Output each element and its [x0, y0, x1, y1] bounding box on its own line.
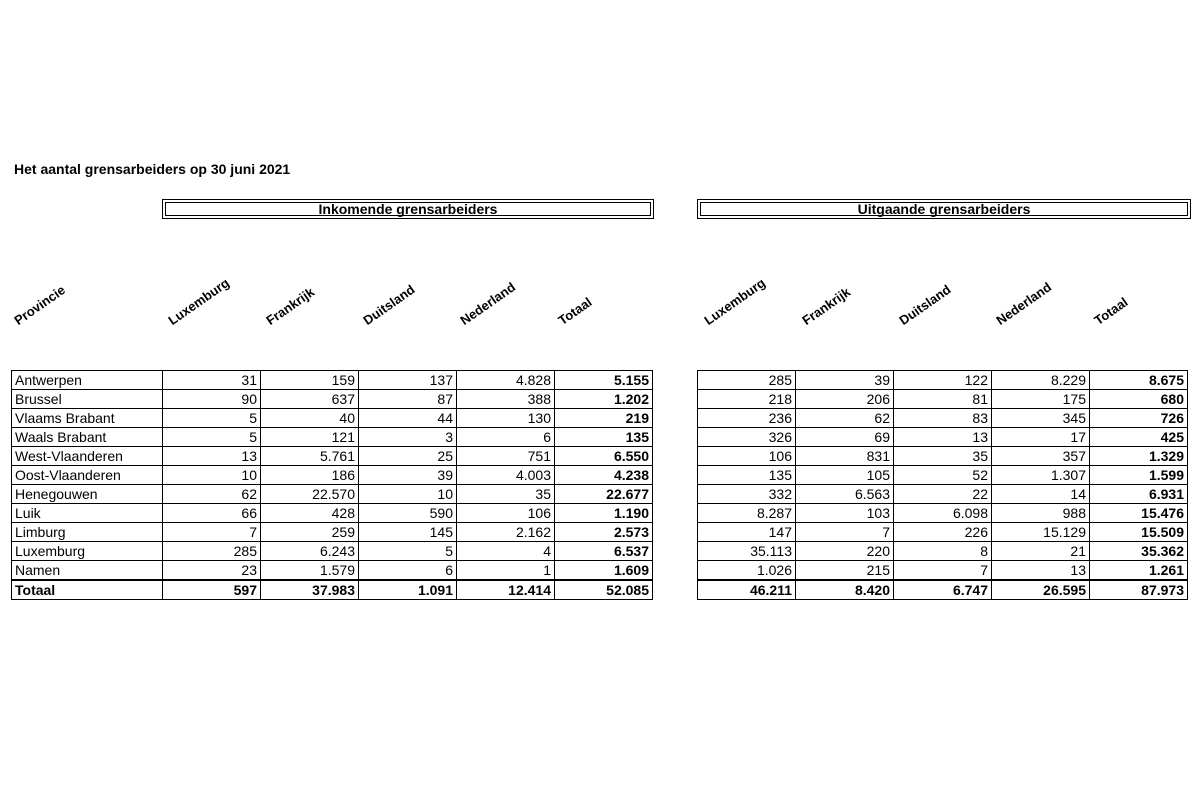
value-cell: 1.307: [992, 466, 1090, 485]
total-cell: 680: [1090, 390, 1188, 409]
value-cell: 332: [698, 485, 796, 504]
province-cell: Namen: [12, 561, 163, 581]
value-cell: 130: [457, 409, 555, 428]
outgoing-section-header: [697, 199, 1191, 219]
value-cell: 345: [992, 409, 1090, 428]
province-cell: Waals Brabant: [12, 428, 163, 447]
province-cell: Vlaams Brabant: [12, 409, 163, 428]
value-cell: 83: [894, 409, 992, 428]
province-cell: Antwerpen: [12, 371, 163, 390]
table-row: [698, 561, 1188, 581]
value-cell: 8.287: [698, 504, 796, 523]
value-cell: 14: [992, 485, 1090, 504]
header-in-luxemburg: Luxemburg: [165, 275, 232, 328]
value-cell: 10: [359, 485, 457, 504]
value-cell: 135: [698, 466, 796, 485]
value-cell: 5: [359, 542, 457, 561]
value-cell: 103: [796, 504, 894, 523]
table-row: [698, 504, 1188, 523]
value-cell: 39: [796, 371, 894, 390]
total-cell: 35.362: [1090, 542, 1188, 561]
value-cell: 40: [261, 409, 359, 428]
value-cell: 1.026: [698, 561, 796, 581]
total-cell: 1.261: [1090, 561, 1188, 581]
value-cell: 7: [163, 523, 261, 542]
value-cell: 1: [457, 561, 555, 581]
value-cell: 13: [163, 447, 261, 466]
total-cell: 6.747: [894, 580, 992, 600]
incoming-section-header: [162, 199, 654, 219]
value-cell: 35: [457, 485, 555, 504]
total-row: [12, 580, 653, 600]
value-cell: 226: [894, 523, 992, 542]
total-cell: 219: [555, 409, 653, 428]
value-cell: 7: [894, 561, 992, 581]
value-cell: 218: [698, 390, 796, 409]
value-cell: 35.113: [698, 542, 796, 561]
table-row: [12, 409, 653, 428]
header-out-totaal: Totaal: [1091, 294, 1131, 328]
table-row: [12, 447, 653, 466]
province-cell: West-Vlaanderen: [12, 447, 163, 466]
table-row: [12, 371, 653, 390]
header-in-frankrijk: Frankrijk: [263, 284, 317, 328]
value-cell: 159: [261, 371, 359, 390]
table-row: [698, 542, 1188, 561]
value-cell: 1.579: [261, 561, 359, 581]
total-label-cell: Totaal: [12, 580, 163, 600]
total-cell: 1.609: [555, 561, 653, 581]
value-cell: 52: [894, 466, 992, 485]
value-cell: 31: [163, 371, 261, 390]
header-province: Provincie: [11, 282, 68, 328]
total-row: [698, 580, 1188, 600]
total-cell: 6.537: [555, 542, 653, 561]
page-title: Het aantal grensarbeiders op 30 juni 2021: [14, 161, 291, 177]
province-cell: Oost-Vlaanderen: [12, 466, 163, 485]
total-cell: 425: [1090, 428, 1188, 447]
value-cell: 2.162: [457, 523, 555, 542]
value-cell: 66: [163, 504, 261, 523]
province-cell: Henegouwen: [12, 485, 163, 504]
value-cell: 13: [894, 428, 992, 447]
value-cell: 5.761: [261, 447, 359, 466]
total-cell: 726: [1090, 409, 1188, 428]
value-cell: 428: [261, 504, 359, 523]
value-cell: 22.570: [261, 485, 359, 504]
value-cell: 6.563: [796, 485, 894, 504]
value-cell: 988: [992, 504, 1090, 523]
value-cell: 4.828: [457, 371, 555, 390]
table-row: [12, 466, 653, 485]
value-cell: 6.243: [261, 542, 359, 561]
value-cell: 3: [359, 428, 457, 447]
value-cell: 7: [796, 523, 894, 542]
total-cell: 4.238: [555, 466, 653, 485]
table-row: [12, 428, 653, 447]
table-row: [12, 561, 653, 581]
value-cell: 220: [796, 542, 894, 561]
value-cell: 751: [457, 447, 555, 466]
value-cell: 6: [457, 428, 555, 447]
total-cell: 8.675: [1090, 371, 1188, 390]
value-cell: 6: [359, 561, 457, 581]
value-cell: 637: [261, 390, 359, 409]
value-cell: 106: [457, 504, 555, 523]
table-row: [698, 466, 1188, 485]
province-cell: Luxemburg: [12, 542, 163, 561]
value-cell: 10: [163, 466, 261, 485]
total-cell: 26.595: [992, 580, 1090, 600]
value-cell: 259: [261, 523, 359, 542]
value-cell: 6.098: [894, 504, 992, 523]
table-row: [698, 371, 1188, 390]
value-cell: 23: [163, 561, 261, 581]
province-cell: Luik: [12, 504, 163, 523]
value-cell: 137: [359, 371, 457, 390]
value-cell: 8: [894, 542, 992, 561]
total-cell: 1.599: [1090, 466, 1188, 485]
value-cell: 4: [457, 542, 555, 561]
value-cell: 21: [992, 542, 1090, 561]
total-cell: 2.573: [555, 523, 653, 542]
table-row: [698, 428, 1188, 447]
value-cell: 22: [894, 485, 992, 504]
value-cell: 5: [163, 428, 261, 447]
value-cell: 831: [796, 447, 894, 466]
value-cell: 388: [457, 390, 555, 409]
value-cell: 285: [163, 542, 261, 561]
header-out-duitsland: Duitsland: [896, 281, 954, 328]
value-cell: 8.229: [992, 371, 1090, 390]
value-cell: 206: [796, 390, 894, 409]
value-cell: 122: [894, 371, 992, 390]
total-cell: 1.091: [359, 580, 457, 600]
table-row: [698, 390, 1188, 409]
value-cell: 4.003: [457, 466, 555, 485]
total-cell: 22.677: [555, 485, 653, 504]
total-cell: 1.329: [1090, 447, 1188, 466]
incoming-table: [11, 370, 653, 600]
value-cell: 25: [359, 447, 457, 466]
value-cell: 106: [698, 447, 796, 466]
header-in-duitsland: Duitsland: [360, 281, 418, 328]
total-cell: 52.085: [555, 580, 653, 600]
incoming-section-label: Inkomende grensarbeiders: [165, 202, 651, 216]
value-cell: 90: [163, 390, 261, 409]
value-cell: 44: [359, 409, 457, 428]
value-cell: 590: [359, 504, 457, 523]
total-cell: 6.550: [555, 447, 653, 466]
total-cell: 15.509: [1090, 523, 1188, 542]
outgoing-section-label: Uitgaande grensarbeiders: [700, 202, 1188, 216]
header-in-totaal: Totaal: [555, 294, 595, 328]
table-row: [698, 485, 1188, 504]
outgoing-table: [697, 370, 1188, 600]
table-row: [698, 447, 1188, 466]
value-cell: 285: [698, 371, 796, 390]
value-cell: 81: [894, 390, 992, 409]
total-cell: 15.476: [1090, 504, 1188, 523]
table-row: [12, 523, 653, 542]
value-cell: 35: [894, 447, 992, 466]
table-row: [12, 504, 653, 523]
total-cell: 5.155: [555, 371, 653, 390]
value-cell: 17: [992, 428, 1090, 447]
value-cell: 186: [261, 466, 359, 485]
total-cell: 46.211: [698, 580, 796, 600]
value-cell: 236: [698, 409, 796, 428]
total-cell: 6.931: [1090, 485, 1188, 504]
value-cell: 215: [796, 561, 894, 581]
total-cell: 1.190: [555, 504, 653, 523]
total-cell: 597: [163, 580, 261, 600]
value-cell: 357: [992, 447, 1090, 466]
value-cell: 326: [698, 428, 796, 447]
value-cell: 69: [796, 428, 894, 447]
header-out-nederland: Nederland: [993, 279, 1055, 328]
total-cell: 1.202: [555, 390, 653, 409]
table-row: [698, 409, 1188, 428]
value-cell: 13: [992, 561, 1090, 581]
value-cell: 39: [359, 466, 457, 485]
total-cell: 8.420: [796, 580, 894, 600]
total-cell: 135: [555, 428, 653, 447]
table-row: [12, 485, 653, 504]
header-out-luxemburg: Luxemburg: [701, 275, 768, 328]
total-cell: 37.983: [261, 580, 359, 600]
province-cell: Limburg: [12, 523, 163, 542]
total-cell: 12.414: [457, 580, 555, 600]
table-row: [12, 542, 653, 561]
value-cell: 62: [163, 485, 261, 504]
value-cell: 15.129: [992, 523, 1090, 542]
header-out-frankrijk: Frankrijk: [799, 284, 853, 328]
value-cell: 175: [992, 390, 1090, 409]
value-cell: 121: [261, 428, 359, 447]
total-cell: 87.973: [1090, 580, 1188, 600]
value-cell: 87: [359, 390, 457, 409]
table-row: [698, 523, 1188, 542]
value-cell: 145: [359, 523, 457, 542]
value-cell: 5: [163, 409, 261, 428]
province-cell: Brussel: [12, 390, 163, 409]
value-cell: 62: [796, 409, 894, 428]
table-row: [12, 390, 653, 409]
value-cell: 147: [698, 523, 796, 542]
value-cell: 105: [796, 466, 894, 485]
header-in-nederland: Nederland: [457, 279, 519, 328]
